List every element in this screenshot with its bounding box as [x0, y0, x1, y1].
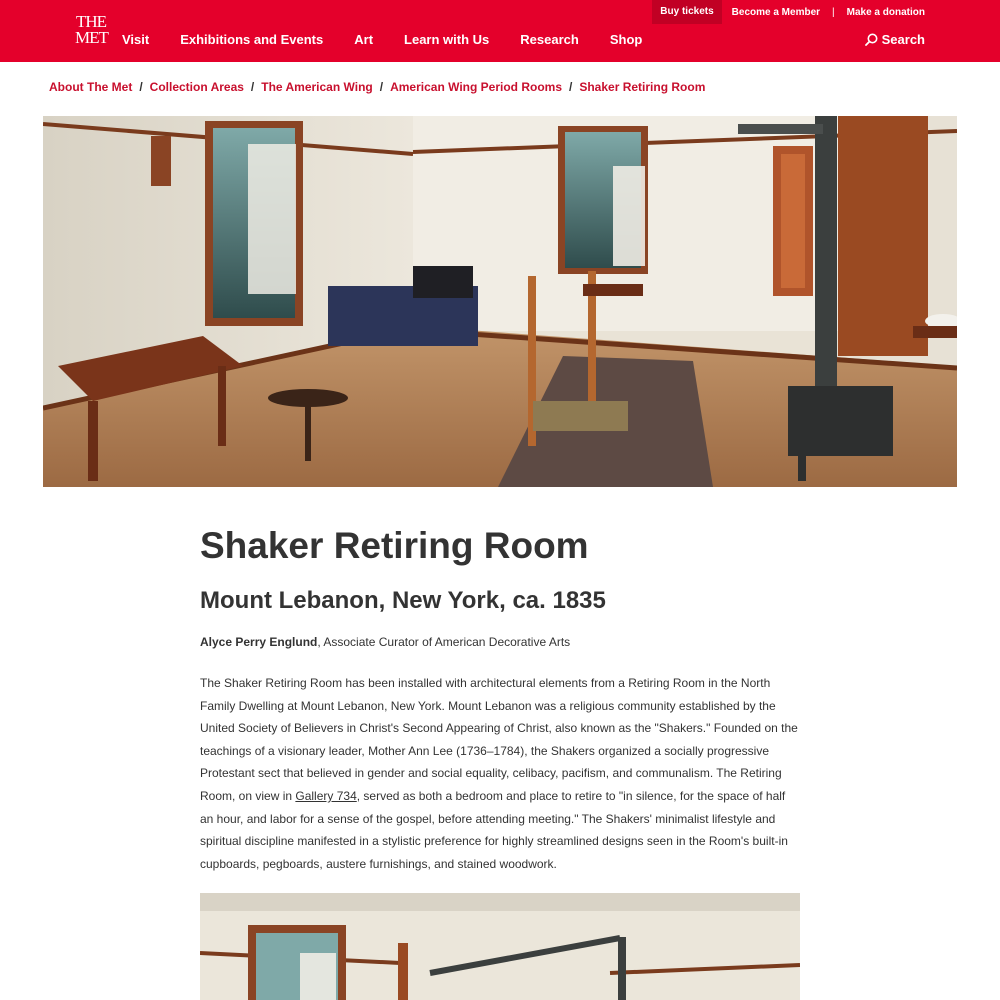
site-header	[0, 0, 1000, 62]
breadcrumb-separator: /	[139, 80, 143, 94]
shaker-room-illustration	[43, 116, 957, 487]
nav-learn-with-us[interactable]: Learn with Us	[404, 32, 490, 47]
nav-shop[interactable]: Shop	[609, 32, 643, 47]
author-name: Alyce Perry Englund	[200, 635, 318, 649]
search-label: Search	[881, 32, 925, 47]
body-text-part-2: , served as both a bedroom and place to retire to "in silence, for the space of half an hour, and labor for a sense of the gospel, before attending meeting." The Shakers' minimalist lifestyle and spiritual discipline manifested in a stylistic preference for highly streamlined designs seen in the Room's built-in cupboards, pegboards, austere furnishings, and stained woodwork.	[200, 788, 788, 871]
hero-image	[43, 116, 957, 487]
breadcrumb-separator: /	[379, 80, 384, 94]
search-button[interactable]	[865, 32, 925, 47]
article	[200, 522, 800, 871]
breadcrumb-shaker-retiring-room[interactable]: Shaker Retiring Room	[579, 80, 706, 94]
author-role: , Associate Curator of American Decorative Arts	[317, 635, 571, 649]
nav-art[interactable]: Art	[354, 32, 374, 47]
breadcrumb-separator: /	[569, 80, 573, 94]
met-logo[interactable]	[75, 14, 107, 48]
breadcrumb	[49, 80, 705, 94]
utility-separator: |	[832, 6, 835, 18]
breadcrumb-about[interactable]: About The Met	[49, 80, 133, 94]
breadcrumb-collection-areas[interactable]: Collection Areas	[149, 80, 244, 94]
breadcrumb-period-rooms[interactable]: American Wing Period Rooms	[390, 80, 562, 94]
utility-nav	[652, 0, 925, 24]
gallery-link[interactable]: Gallery 734	[295, 788, 357, 803]
article-body	[200, 672, 800, 875]
breadcrumb-american-wing[interactable]: The American Wing	[261, 80, 373, 94]
author-byline	[200, 635, 570, 649]
secondary-image	[200, 893, 800, 1000]
body-text-part-1: The Shaker Retiring Room has been installed with architectural elements from a Retiring Room in the North Family Dwelling at Mount Lebanon, New York. Mount Lebanon was a religious community established by the United Society of Believers in Christ's Second Appearing of Christ, also known as the "Shakers." Founded on the teachings of a visionary leader, Mother Ann Lee (1736–1784), the Shakers organized a socially progressive Protestant sect that believed in gender and social equality, celibacy, pacifism, and communalism. The Retiring Room, on view in	[200, 676, 798, 803]
nav-visit[interactable]: Visit	[122, 32, 150, 47]
breadcrumb-separator: /	[250, 80, 255, 94]
nav-research[interactable]: Research	[520, 32, 579, 47]
page-subtitle: Mount Lebanon, New York, ca. 1835	[200, 587, 606, 614]
search-icon	[865, 33, 878, 46]
make-donation-link[interactable]: Make a donation	[846, 6, 925, 18]
logo-line-1: THE	[75, 12, 107, 31]
nav-exhibitions-events[interactable]: Exhibitions and Events	[180, 32, 324, 47]
shaker-room-illustration-2	[200, 893, 800, 1000]
page-title: Shaker Retiring Room	[200, 525, 589, 566]
logo-line-2: MET	[75, 28, 108, 47]
buy-tickets-button[interactable]: Buy tickets	[652, 0, 721, 24]
become-member-link[interactable]: Become a Member	[731, 6, 821, 18]
main-nav	[122, 32, 673, 50]
